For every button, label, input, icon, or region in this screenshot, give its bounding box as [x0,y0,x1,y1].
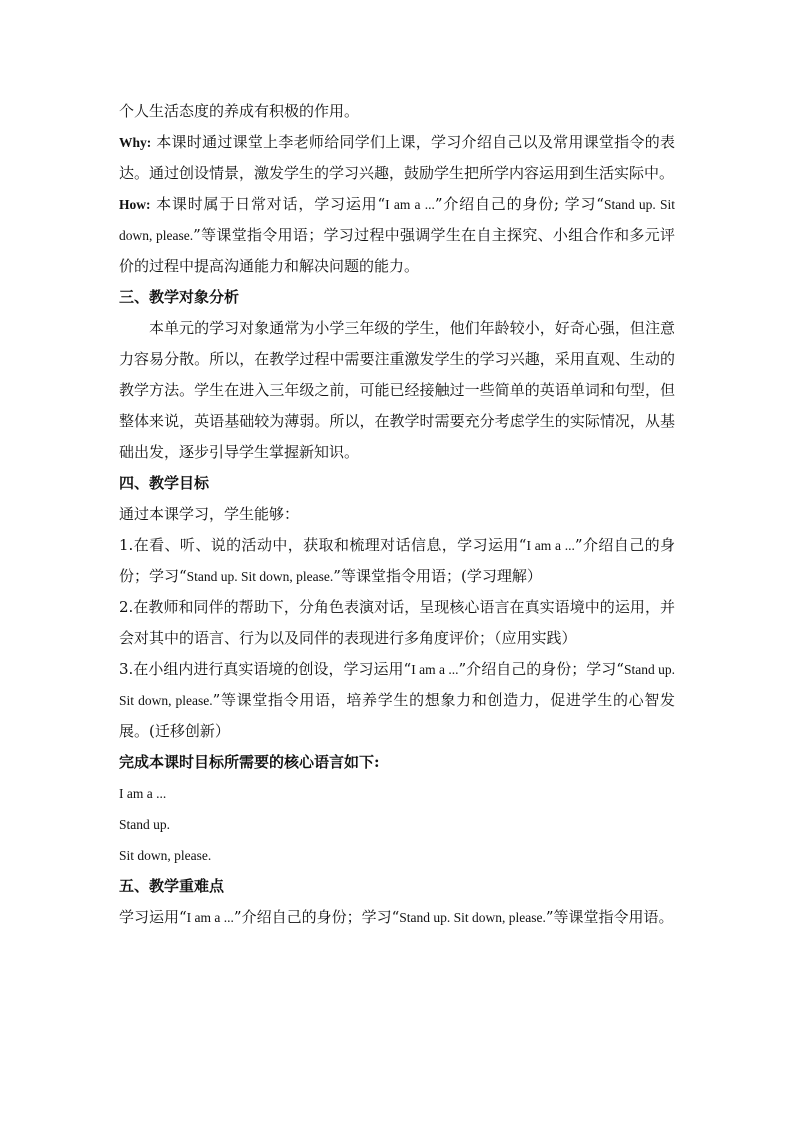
how-text-2: ”介绍自己的身份; 学习“ [434,195,604,213]
goal-2-paragraph: 2.在教师和同伴的帮助下，分角色表演对话，呈现核心语言在真实语境中的运用，并会对其中的语言、行为以及同伴的表现进行多角度评价；（应用实践） [119,598,675,647]
section3-paragraph: 本单元的学习对象通常为小学三年级的学生，他们年龄较小，好奇心强，但注意力容易分散。所以，在教学过程中需要注重激发学生的学习兴趣，采用直观、生动的教学方法。学生在进入三年级之前，可能已经接触过一些简单的英语单词和句型，但整体来说，英语基础较为薄弱。所以，在教学时需要充分考虑学生的实际情况，从基础出发，逐步引导学生掌握新知识。 [119,319,675,461]
how-phrase-1: I am a ... [385,197,435,212]
section5-text-2: ”介绍自己的身份；学习“ [233,908,400,926]
section5-text-1: 学习运用“ [119,908,187,926]
how-label: How: [119,197,151,212]
section5-heading: 五、教学重难点 [119,877,225,895]
section5-phrase-1: I am a ... [186,910,234,925]
section4-heading: 四、教学目标 [119,474,210,492]
intro-tail-text: 个人生活态度的养成有积极的作用。 [119,102,360,120]
section3-heading: 三、教学对象分析 [119,288,240,306]
core-language-heading: 完成本课时目标所需要的核心语言如下: [119,753,380,771]
why-text: 本课时通过课堂上李老师给同学们上课，学习介绍自己以及常用课堂指令的表达。通过创设情景，激发学生的学习兴趣，鼓励学生把所学内容运用到生活实际中。 [119,133,675,182]
why-paragraph [119,127,675,189]
goal1-phrase-1: I am a ... [526,538,575,553]
goal3-phrase-1: I am a ... [411,662,459,677]
section5-paragraph [119,902,675,933]
goal-1-paragraph [119,530,675,592]
intro-tail-paragraph [119,96,675,127]
goal1-text-1: 1.在看、听、说的活动中，获取和梳理对话信息，学习运用“ [119,536,527,554]
core-language-item: Stand up. [119,817,171,832]
goal3-text-3: ”等课堂指令用语，培养学生的想象力和创造力，促进学生的心智发展。(迁移创新） [119,691,675,740]
how-phrase-2: Stand up. Sit down, please. [119,197,675,243]
goal1-phrase-2: Stand up. Sit down, please. [186,569,334,584]
how-text-3: ”等课堂指令用语；学习过程中强调学生在自主探究、小组合作和多元评价的过程中提高沟通能力和解决问题的能力。 [119,226,676,275]
section4-intro: 通过本课学习，学生能够： [119,505,300,523]
how-paragraph [119,189,675,282]
goal-3-paragraph [119,654,675,747]
goal3-text-2: ”介绍自己的身份；学习“ [458,660,624,678]
goal1-text-3: ”等课堂指令用语；(学习理解） [333,567,542,585]
core-language-item: Sit down, please. [119,848,212,863]
goal1-text-2: ”介绍自己的身份；学习“ [119,536,676,585]
goal3-text-1: 3.在小组内进行真实语境的创设，学习运用“ [119,660,412,678]
how-text-1: 本课时属于日常对话，学习运用“ [156,195,386,213]
why-label: Why: [119,135,152,150]
section5-phrase-2: Stand up. Sit down, please. [399,910,546,925]
document-body [119,96,675,933]
section5-text-3: ”等课堂指令用语。 [545,908,674,926]
core-language-item: I am a ... [119,786,167,801]
goal3-phrase-2: Stand up. Sit down, please. [119,662,675,708]
